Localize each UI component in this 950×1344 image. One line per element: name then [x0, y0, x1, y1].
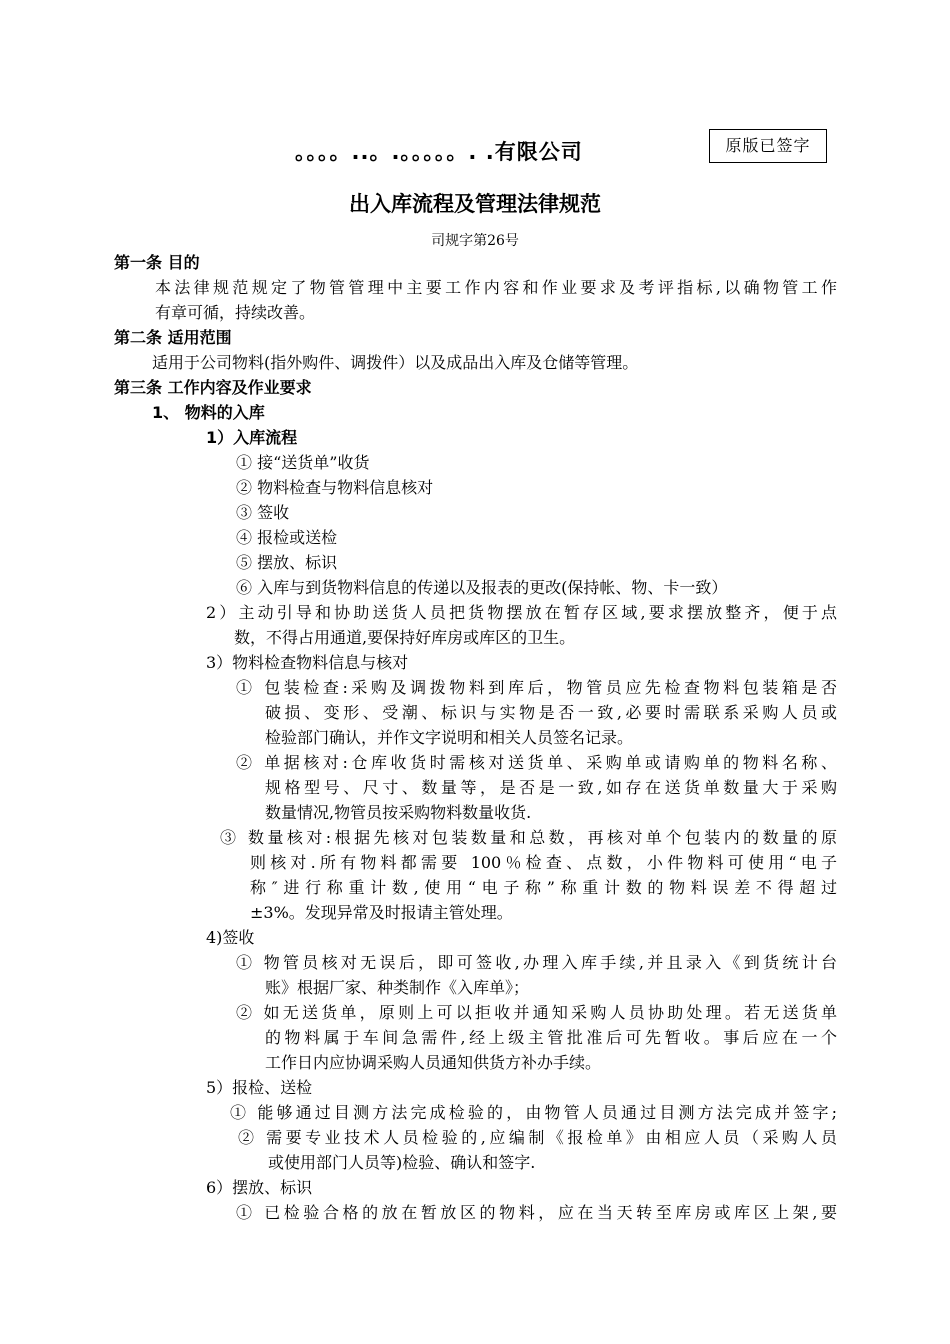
flow-step: ③ 签收: [236, 503, 290, 522]
subsection-heading: 1）入库流程: [206, 428, 298, 447]
paragraph-line: ① 已检验合格的放在暂放区的物料，应在当天转至库房或库区上架,要: [236, 1203, 837, 1222]
paragraph-line: 2）主动引导和协助送货人员把货物摆放在暂存区域,要求摆放整齐，便于点: [206, 603, 837, 622]
article-1-text-line: 本法律规范规定了物管管理中主要工作内容和作业要求及考评指标,以确物管工作: [155, 278, 837, 297]
paragraph-line: 破损、变形、受潮、标识与实物是否一致,必要时需联系采购人员或: [265, 703, 837, 722]
paragraph-line: ② 需要专业技术人员检验的,应编制《报检单》由相应人员（采购人员: [238, 1128, 837, 1147]
subsection-heading: 4)签收: [206, 928, 255, 947]
paragraph-line: 则核对.所有物料都需要 100％检查、点数，小件物料可使用“电子: [250, 853, 837, 872]
paragraph-line: 工作日内应协调采购人员通知供货方补办手续。: [265, 1053, 602, 1072]
paragraph-line: ② 单据核对:仓库收货时需核对送货单、采购单或请购单的物料名称、: [236, 753, 837, 772]
paragraph-line: ±3%。发现异常及时报请主管处理。: [250, 903, 513, 922]
paragraph-line: ① 包装检查:采购及调拨物料到库后，物管员应先检查物料包装箱是否: [236, 678, 837, 697]
article-3-heading: 第三条 工作内容及作业要求: [114, 378, 312, 397]
paragraph-line: 账》根据厂家、种类制作《入库单》；: [265, 978, 530, 997]
subsection-heading: 5）报检、送检: [206, 1078, 313, 1097]
flow-step: ④ 报检或送检: [236, 528, 338, 547]
paragraph-line: 数量情况,物管员按采购物料数量收货.: [265, 803, 532, 822]
paragraph-line: ② 如无送货单，原则上可以拒收并通知采购人员协助处理。若无送货单: [236, 1003, 837, 1022]
paragraph-line: 或使用部门人员等)检验、确认和签字.: [268, 1153, 536, 1172]
flow-step: ① 接“送货单”收货: [236, 453, 370, 472]
flow-step: ⑤ 摆放、标识: [236, 553, 338, 572]
paragraph-line: 数，不得占用通道,要保持好库房或库区的卫生。: [234, 628, 576, 647]
article-1-heading: 第一条 目的: [114, 253, 200, 272]
paragraph-line: ① 能够通过目测方法完成检验的，由物管人员通过目测方法完成并签字;: [230, 1103, 837, 1122]
article-1-text-line: 有章可循，持续改善。: [155, 303, 316, 322]
paragraph-line: 规格型号、尺寸、数量等，是否是一致,如存在送货单数量大于采购: [265, 778, 837, 797]
subsection-heading: 3）物料检查物料信息与核对: [206, 653, 409, 672]
company-name: 。。。。..。.。。。。。. .有限公司: [295, 140, 583, 164]
paragraph-line: ① 物管员核对无误后，即可签收,办理入库手续,并且录入《到货统计台: [236, 953, 837, 972]
article-2-text-line: 适用于公司物料(指外购件、调拨件）以及成品出入库及仓储等管理。: [152, 353, 639, 372]
paragraph-line: ③ 数量核对:根据先核对包装数量和总数，再核对单个包装内的数量的原: [220, 828, 837, 847]
section-1-heading: 1、 物料的入库: [152, 403, 265, 422]
signed-original-stamp: 原版已签字: [709, 129, 827, 163]
paragraph-line: 检验部门确认，并作文字说明和相关人员签名记录。: [265, 728, 634, 747]
paragraph-line: 的物料属于车间急需件,经上级主管批准后可先暂收。事后应在一个: [265, 1028, 837, 1047]
flow-step: ② 物料检查与物料信息核对: [236, 478, 434, 497]
subsection-heading: 6）摆放、标识: [206, 1178, 313, 1197]
paragraph-line: 称″进行称重计数,使用“电子称”称重计数的物料误差不得超过: [250, 878, 837, 897]
flow-step: ⑥ 入库与到货物料信息的传递以及报表的更改(保持帐、物、卡一致）: [236, 578, 728, 597]
document-title: 出入库流程及管理法律规范: [349, 192, 601, 216]
document-number: 司规字第26号: [431, 233, 519, 249]
article-2-heading: 第二条 适用范围: [114, 328, 232, 347]
